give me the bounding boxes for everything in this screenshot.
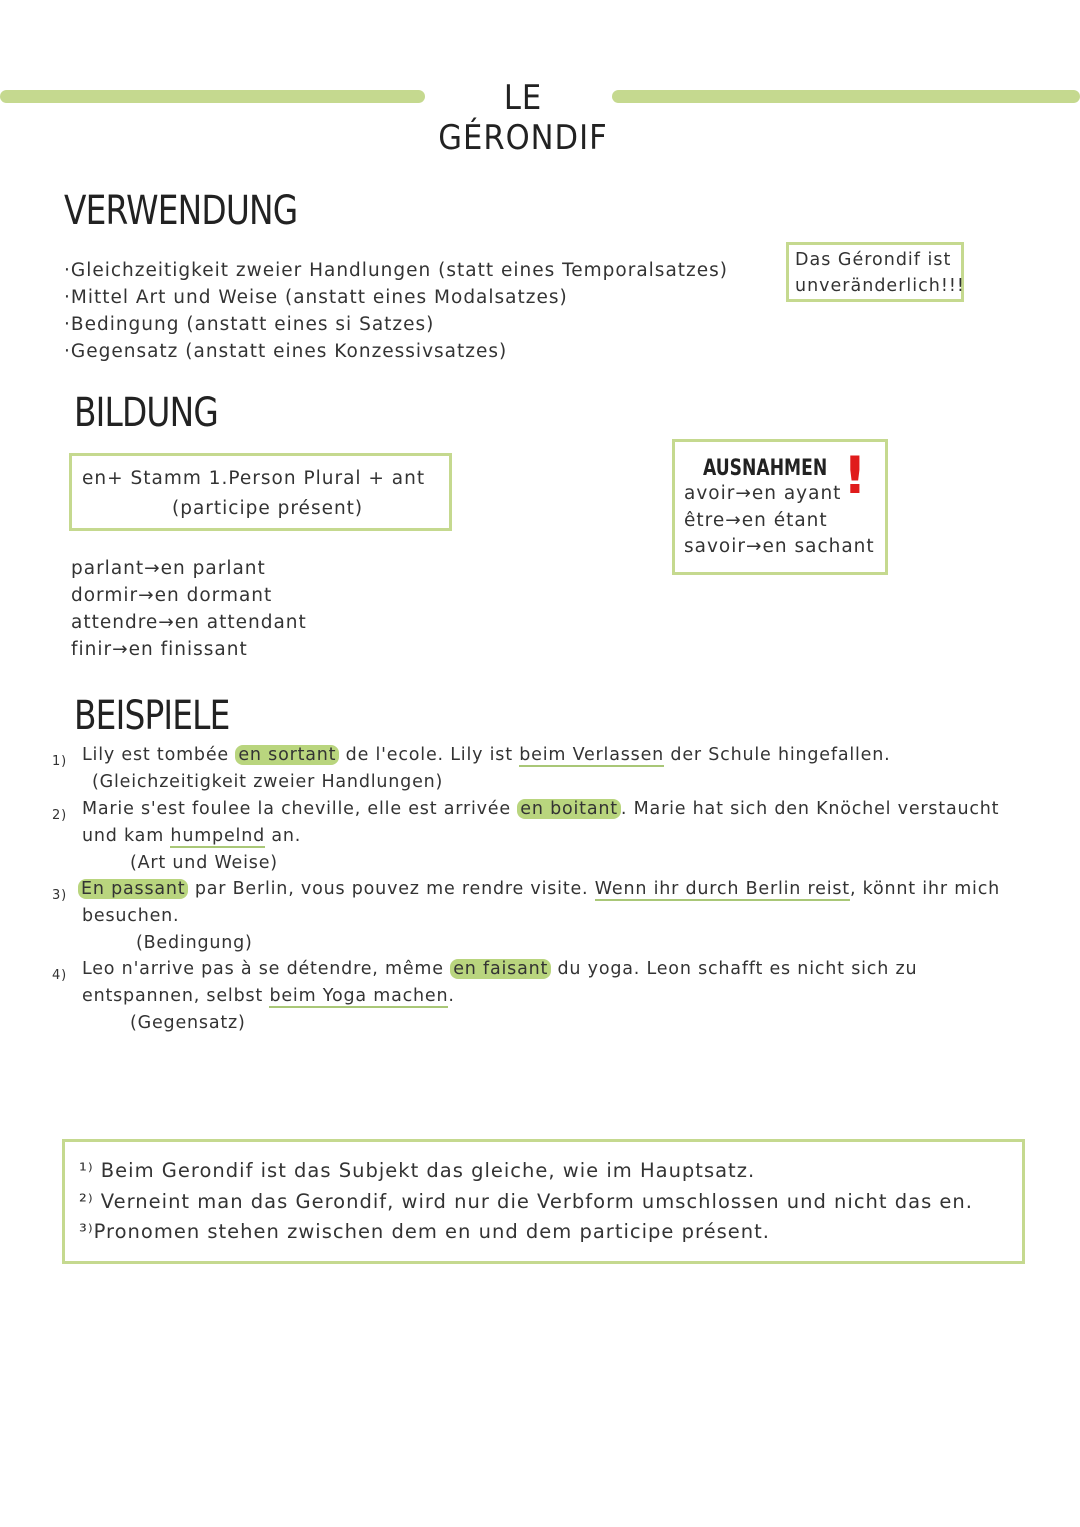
example-4-note: (Gegensatz) bbox=[130, 1013, 246, 1033]
rule-line-2: (participe présent) bbox=[172, 498, 364, 519]
exceptions-title: AUSNAHMEN bbox=[703, 456, 828, 481]
formation-examples bbox=[71, 555, 307, 663]
page-title: LE GÉRONDIF bbox=[438, 78, 608, 158]
example-4-line-2: entspannen, selbst beim Yoga machen. bbox=[82, 986, 455, 1006]
note-line-1: Das Gérondif ist bbox=[795, 250, 952, 270]
title-bar-right bbox=[612, 90, 1080, 103]
verwendung-item: ·Bedingung (anstatt eines si Satzes) bbox=[64, 314, 435, 335]
translation-underline: Wenn ihr durch Berlin reist bbox=[594, 879, 850, 899]
example-2-line-2: und kam humpelnd an. bbox=[82, 826, 302, 846]
example-2-line-1: Marie s'est foulee la cheville, elle est arrivée en boitant . Marie hat sich den Knöchel verstaucht bbox=[82, 799, 1000, 819]
verwendung-item: ·Gegensatz (anstatt eines Konzessivsatzes) bbox=[64, 341, 508, 362]
verwendung-item: ·Gleichzeitigkeit zweier Handlungen (statt eines Temporalsatzes) bbox=[64, 260, 728, 281]
exclamation-icon: ! bbox=[843, 446, 867, 506]
example-1-line-1: Lily est tombée en sortant de l'ecole. Lily ist beim Verlassen der Schule hingefallen. bbox=[82, 745, 891, 765]
verwendung-list bbox=[64, 257, 728, 365]
example-4-line-1: Leo n'arrive pas à se détendre, même en faisant du yoga. Leon schafft es nicht sich zu bbox=[82, 959, 918, 979]
rules-box bbox=[62, 1139, 1025, 1264]
formation-example: finir→en finissant bbox=[71, 639, 248, 660]
example-3-line-1: En passant par Berlin, vous pouvez me rendre visite. Wenn ihr durch Berlin reist, könnt ihr mich bbox=[78, 876, 1000, 903]
rule-line-1: en+ Stamm 1.Person Plural + ant bbox=[82, 468, 426, 489]
example-number: 3) bbox=[52, 888, 67, 903]
exceptions-box bbox=[672, 439, 888, 575]
formation-example: attendre→en attendant bbox=[71, 612, 307, 633]
verwendung-heading: VERWENDUNG bbox=[64, 188, 298, 234]
translation-underline: beim Verlassen bbox=[519, 745, 665, 765]
title-bar-left bbox=[0, 90, 425, 103]
rule-item: ²⁾ Verneint man das Gerondif, wird nur die Verbform umschlossen und nicht das en. bbox=[79, 1189, 973, 1213]
example-number: 4) bbox=[52, 968, 67, 983]
rule-item: ³⁾Pronomen stehen zwischen dem en und dem participe présent. bbox=[79, 1220, 770, 1243]
formation-example: dormir→en dormant bbox=[71, 585, 273, 606]
translation-underline: humpelnd bbox=[170, 826, 265, 846]
example-2-note: (Art und Weise) bbox=[130, 853, 278, 873]
exception-item: être→en étant bbox=[684, 509, 828, 531]
gerondif-highlight: en boitant bbox=[517, 799, 621, 819]
formation-example: parlant→en parlant bbox=[71, 558, 266, 579]
example-number: 1) bbox=[52, 754, 67, 769]
exception-item: savoir→en sachant bbox=[684, 536, 875, 557]
example-3-line-2: besuchen. bbox=[82, 906, 180, 926]
bildung-heading: BILDUNG bbox=[74, 390, 218, 436]
verwendung-item: ·Mittel Art und Weise (anstatt eines Modalsatzes) bbox=[64, 287, 568, 308]
example-3-note: (Bedingung) bbox=[136, 933, 253, 953]
gerondif-highlight: En passant bbox=[78, 879, 188, 899]
translation-underline: beim Yoga machen bbox=[269, 986, 449, 1006]
exception-item: avoir→en ayant bbox=[684, 483, 842, 504]
note-line-2: unveränderlich!!! bbox=[795, 276, 965, 296]
gerondif-highlight: en sortant bbox=[235, 745, 339, 765]
example-1-note: (Gleichzeitigkeit zweier Handlungen) bbox=[92, 772, 444, 792]
example-number: 2) bbox=[52, 808, 67, 823]
rule-item: ¹⁾ Beim Gerondif ist das Subjekt das gleiche, wie im Hauptsatz. bbox=[79, 1159, 756, 1182]
invariable-note-box bbox=[786, 242, 964, 302]
formation-rule-box bbox=[69, 453, 452, 531]
exceptions-list bbox=[684, 481, 875, 561]
beispiele-heading: BEISPIELE bbox=[74, 693, 230, 739]
gerondif-highlight: en faisant bbox=[450, 959, 551, 979]
